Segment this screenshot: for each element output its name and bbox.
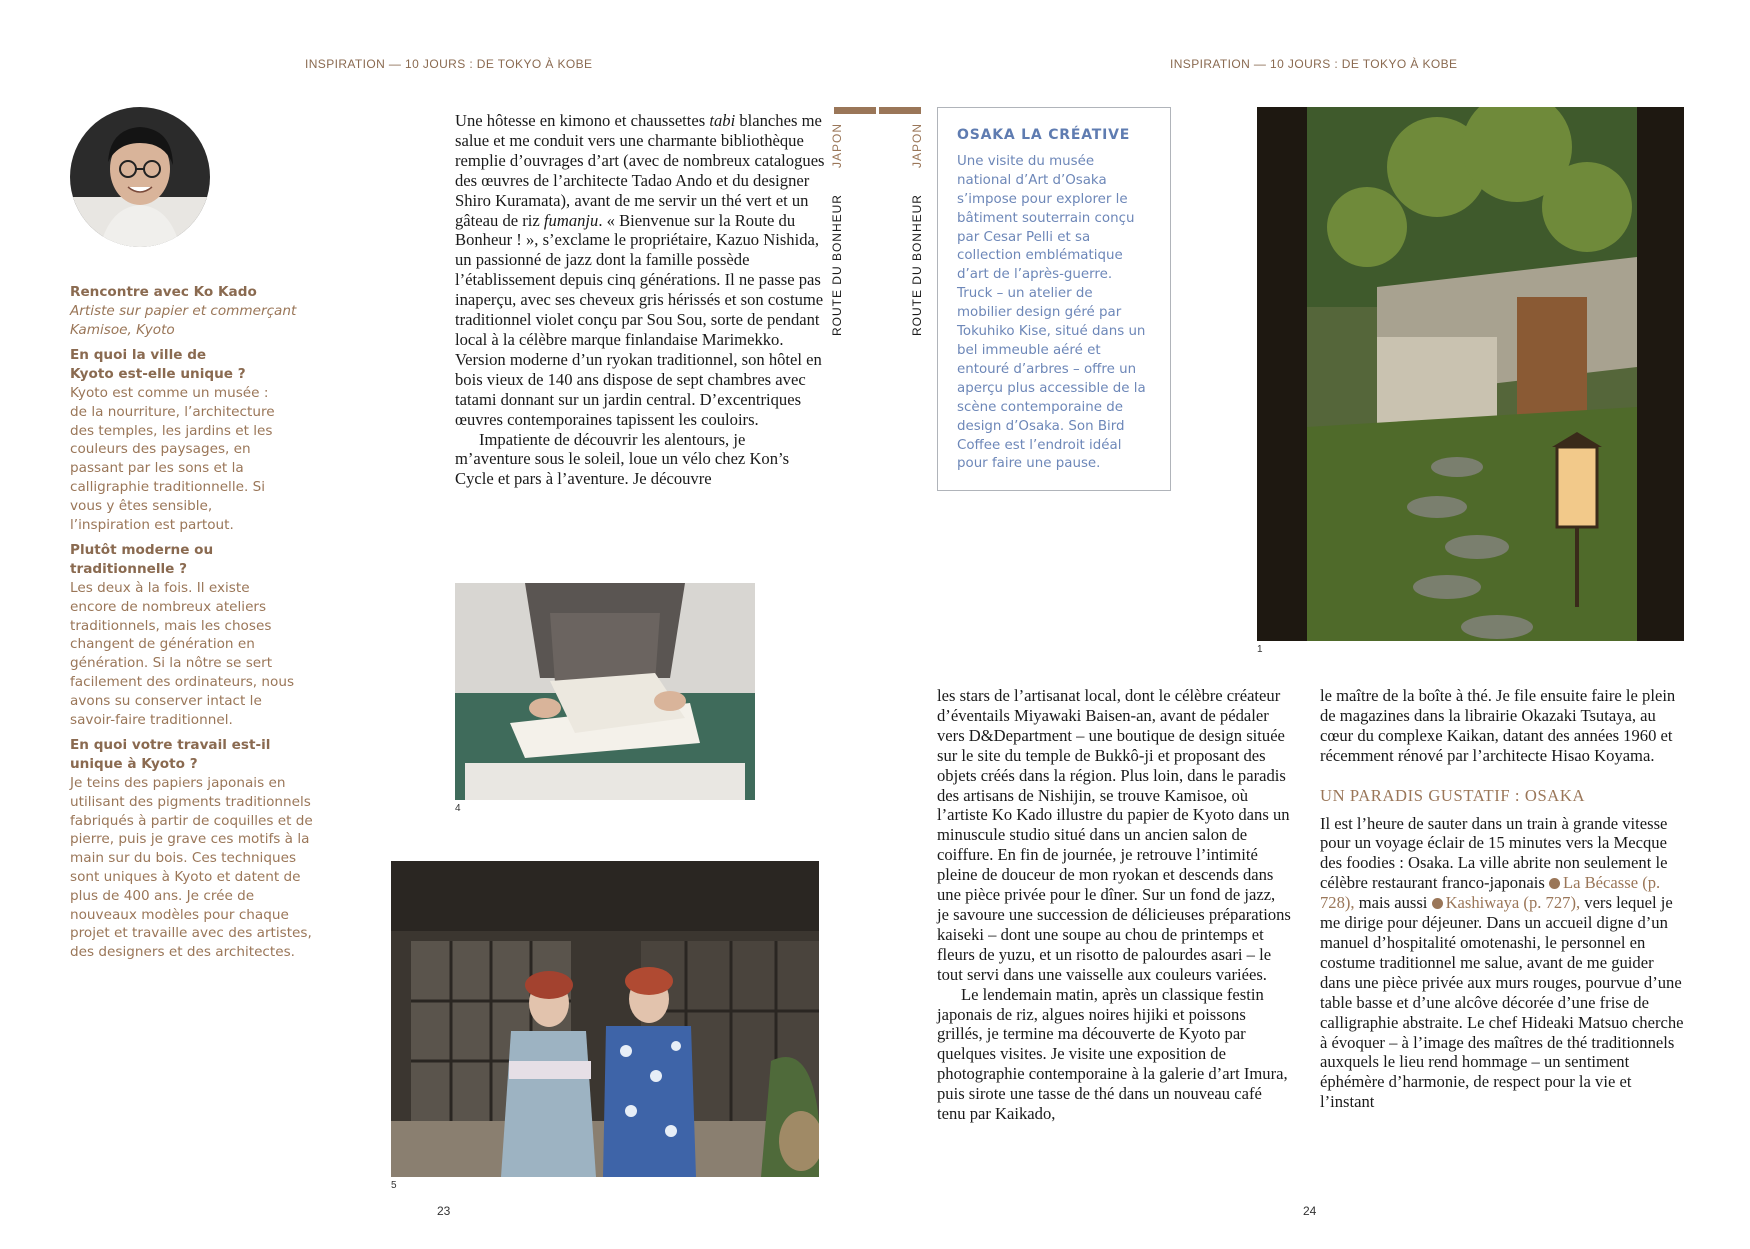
photo-caption-5: 5 bbox=[391, 1180, 397, 1191]
photo-paper-craft bbox=[455, 583, 755, 800]
photo-moss-garden bbox=[1257, 107, 1684, 641]
interview-answer-1: Kyoto est comme un musée : de la nourriture, l’architecture des temples, les jardins et les couleurs des paysages, en passant par les sons et la calligraphie traditionnelle. Si vous y êtes sensible, l’inspiration est partout. bbox=[70, 384, 275, 533]
article-column-right bbox=[1320, 686, 1684, 1112]
interview-role: Artiste sur papier et commerçant bbox=[70, 302, 297, 319]
kashiwaya-link[interactable]: Kashiwaya (p. 727), bbox=[1445, 893, 1581, 913]
article-paragraph: Une hôtesse en kimono et chaussettes tabi blanches me salue et me conduit vers une charmante bibliothèque remplie d’ouvrages d’art (avec de nombreux catalogues des œuvres de l’architecte Tadao Ando et du designer Shiro Kuramata), avant de me servir un thé vert et un gâteau de riz fumanju. « Bienvenue sur la Route du Bonheur ! », s’exclame le propriétaire, Kazuo Nishida, un passionné de jazz dont la famille possède l’établissement depuis cinq générations. Il ne passe pas inaperçu, avec ses cheveux gris hérissés et son costume traditionnel violet conçu par Sou Sou, sorte de pendant local à la célèbre marque finlandaise Marimekko. Version moderne d’un ryokan traditionnel, son hôtel en bois vieux de 140 ans dispose de sept chambres avec tatami donnant sur un jardin central. D’excentriques œuvres contemporaines tapissent les couloirs. bbox=[455, 111, 825, 429]
article-column-middle bbox=[937, 686, 1291, 1124]
portrait-image bbox=[70, 107, 210, 247]
article-paragraph: Impatiente de découvrir les alentours, je m’aventure sous le soleil, loue un vélo chez Kon’s Cycle et pars à l’aventure. Je découvre bbox=[455, 429, 790, 489]
interview-question-2: Plutôt moderne ou traditionnelle ? bbox=[70, 542, 214, 578]
running-head-left: INSPIRATION — 10 JOURS : DE TOKYO À KOBE bbox=[305, 57, 593, 71]
interview-sidebar bbox=[70, 283, 320, 962]
spine-bar-right bbox=[879, 107, 921, 114]
spine-bar-left bbox=[834, 107, 876, 114]
running-head-right: INSPIRATION — 10 JOURS : DE TOKYO À KOBE bbox=[1170, 57, 1458, 71]
article-paragraph: Le lendemain matin, après un classique festin japonais de riz, algues noires hijiki et poissons grillés, je termine ma découverte de Kyoto par quelques visites. Je visite une exposition de photographie contemporaine à la galerie d’art Imura, puis sirote une tasse de thé dans un nouveau café tenu par Kaikado, bbox=[937, 984, 1288, 1124]
la-becasse-link[interactable]: La Bécasse (p. 728), bbox=[1320, 873, 1661, 913]
osaka-box-title: OSAKA LA CRÉATIVE bbox=[957, 127, 1131, 143]
photo-caption-4: 4 bbox=[455, 803, 461, 814]
article-paragraph: Il est l’heure de sauter dans un train à grande vitesse pour un voyage éclair de 15 minutes vers la Mecque des foodies : Osaka. La ville abrite non seulement le célèbre restaurant franco-japonais La Bécasse (p. 728), mais aussi Kashiwaya (p. 727), vers lequel je me dirige pour déjeuner. Dans un accueil digne d’un manuel d’hospitalité omotenashi, le personnel en costume traditionnel me salue, avant de me guider dans une pièce privée aux murs rouges, pourvue d’une table basse et d’une alcôve décorée d’une frise de calligraphie abstraite. Le chef Hideaki Matsuo cherche à évoquer – à l’image des maîtres de thé traditionnels auxquels le lieu rend hommage – un sentiment éphémère d’harmonie, de respect pour la vie et l’instant bbox=[1320, 813, 1684, 1112]
interview-question-1: En quoi la ville de Kyoto est-elle unique ? bbox=[70, 347, 246, 383]
article-paragraph: le maître de la boîte à thé. Je file ensuite faire le plein de magazines dans la librairie Okazaki Tsutaya, au cœur du complexe Kaikan, datant des années 1960 et récemment rénové par l’architecte Hisao Koyama. bbox=[1320, 686, 1676, 765]
spine-label-left: ROUTE DU BONHEUR JAPON bbox=[830, 123, 844, 337]
section-heading: UN PARADIS GUSTATIF : OSAKA bbox=[1320, 785, 1586, 805]
interview-location: Kamisoe, Kyoto bbox=[70, 321, 175, 338]
spine-label-right: ROUTE DU BONHEUR JAPON bbox=[910, 123, 924, 337]
osaka-sidebar-box bbox=[937, 107, 1171, 491]
photo-kimono-hosts bbox=[391, 861, 819, 1177]
bullet-dot-icon bbox=[1432, 898, 1443, 909]
portrait-avatar bbox=[70, 107, 210, 247]
page-number-left: 23 bbox=[437, 1204, 451, 1218]
bullet-dot-icon bbox=[1549, 878, 1560, 889]
photo-caption-1: 1 bbox=[1257, 644, 1263, 655]
article-paragraph: les stars de l’artisanat local, dont le célèbre créateur d’éventails Miyawaki Baisen-an, avant de pédaler vers D&Department – une boutique de design située sur le site du temple de Bukkô-ji et proposant des objets créés dans la région. Plus loin, dans le paradis des artisans de Nishijin, se trouve Kamisoe, où l’artiste Ko Kado illustre du papier de Kyoto dans un minuscule studio situé dans un ancien salon de coiffure. En fin de journée, je retrouve l’intimité pleine de douceur de mon ryokan et descends dans une pièce privée pour le dîner. Sur un fond de jazz, je savoure une succession de délicieuses préparations kaiseki – dont une soupe au chou de printemps et fleurs de yuzu, et un risotto de palourdes asari – le tout servi dans une vaisselle aux couleurs variées. bbox=[937, 686, 1291, 984]
interview-intro: Rencontre avec Ko Kado bbox=[70, 284, 257, 300]
article-column-left bbox=[455, 111, 825, 489]
interview-question-3: En quoi votre travail est-il unique à Kyoto ? bbox=[70, 737, 271, 773]
osaka-box-body: Une visite du musée national d’Art d’Osaka s’impose pour explorer le bâtiment souterrain conçu par Cesar Pelli et sa collection emblématique d’art de l’après-guerre. Truck – un atelier de mobilier design géré par Tokuhiko Kise, situé dans un bel immeuble aéré et entouré d’arbres – offre un aperçu plus accessible de la scène contemporaine de design d’Osaka. Son Bird Coffee est l’endroit idéal pour faire une pause. bbox=[957, 153, 1146, 472]
interview-answer-3: Je teins des papiers japonais en utilisant des pigments traditionnels fabriqués à partir de coquilles et de pierre, puis je grave ces motifs à la main sur du bois. Ces techniques sont uniques à Kyoto et datent de plus de 400 ans. Je crée de nouveaux modèles pour chaque projet et travaille avec des artistes, des designers et des architectes. bbox=[70, 774, 313, 961]
page-number-right: 24 bbox=[1303, 1204, 1317, 1218]
interview-answer-2: Les deux à la fois. Il existe encore de nombreux ateliers traditionnels, mais les choses changent de génération en génération. Si la nôtre se sert facilement des ordinateurs, nous avons su conserver intact le savoir-faire traditionnel. bbox=[70, 579, 295, 728]
